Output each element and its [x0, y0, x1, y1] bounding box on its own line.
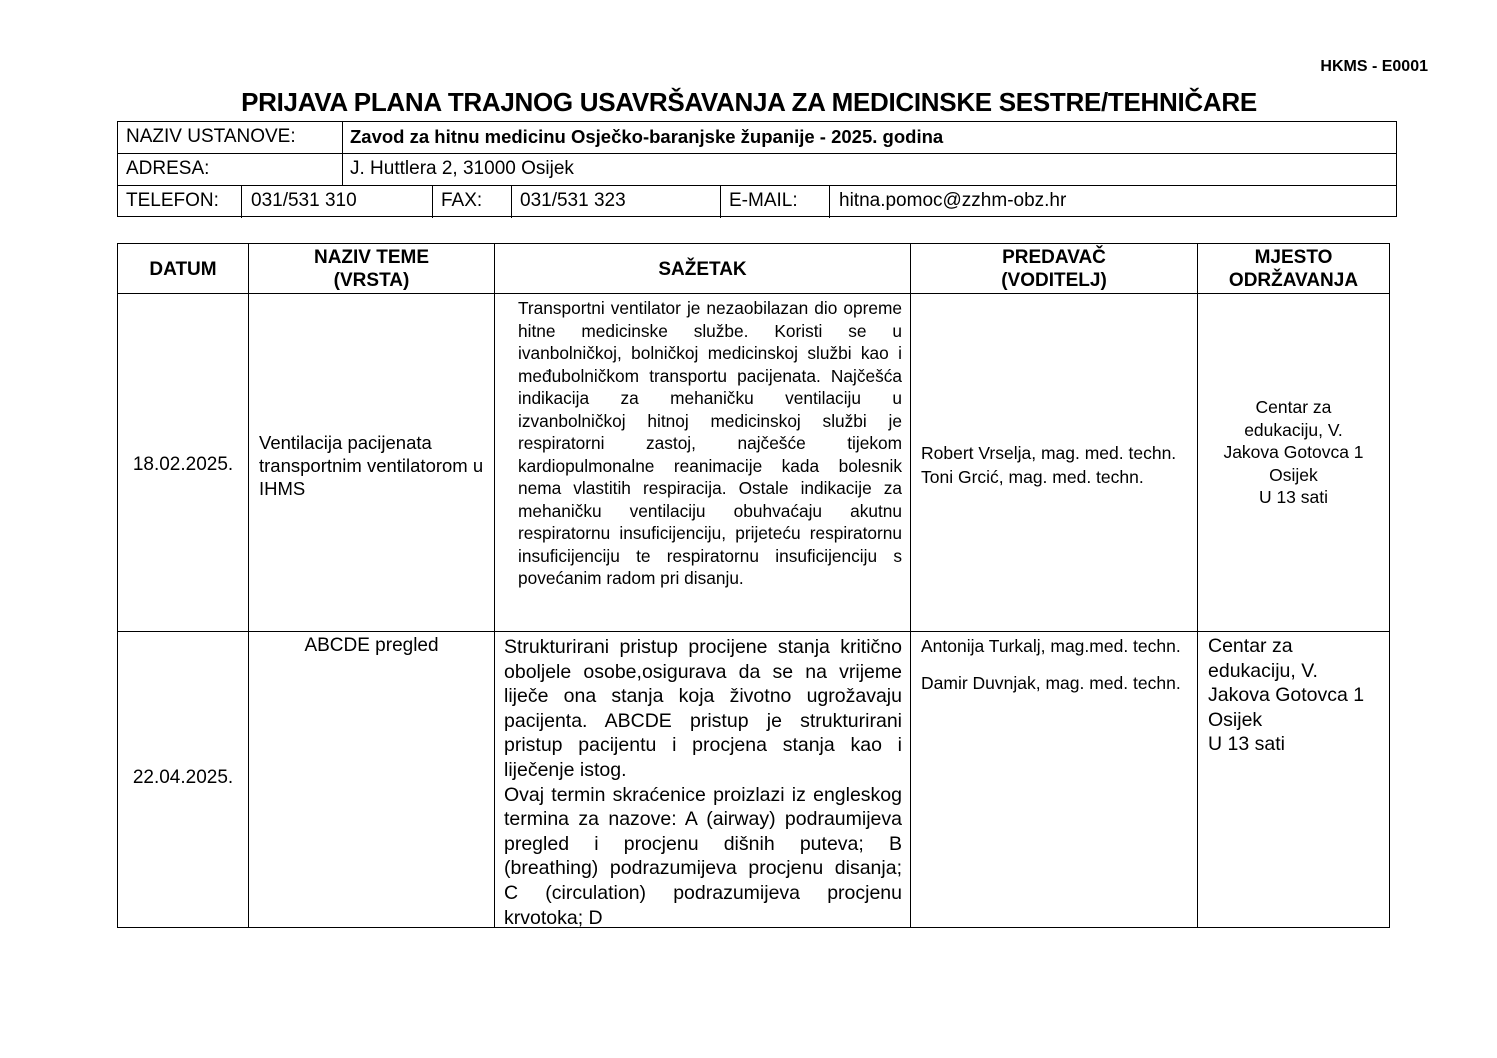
- email-value: hitna.pomoc@zzhm-obz.hr: [839, 190, 1067, 211]
- institution-contact-row: [118, 186, 1396, 218]
- education-plan-table: [117, 243, 1390, 928]
- table-row-1-summary: Transportni ventilator je nezaobilazan dio opreme hitne medicinske službe. Koristi se u ivanbolničkoj, bolničkoj medicinskoj službi kao i međubolničkom transportu pacijenata. Najčešća indikacija za mehaničku ventilaciju u izvanbolničkoj hitnoj medicinskoj službi je respiratorni zastoj, najčešće tijekom kardiopulmonalne reanimacije kada bolesnik nema vlastitih respiracija. Ostale indikacije za mehaničku ventilaciju obuhvaćaju akutnu respiratornu insuficijenciju, prijeteću respiratornu insuficijenciju te respiratornu insuficijenciju s povećanim radom pri disanju.: [518, 298, 902, 588]
- fax-value: 031/531 323: [520, 190, 626, 211]
- header-date: DATUM: [149, 258, 217, 280]
- row-2-lecturer-2: Damir Duvnjak, mag. med. techn.: [921, 673, 1181, 693]
- table-row-1-lecturers: [921, 294, 1191, 631]
- institution-name-label: NAZIV USTANOVE:: [126, 126, 296, 147]
- institution-name-value: Zavod za hitnu medicinu Osječko-baranjske županije - 2025. godina: [350, 126, 944, 147]
- table-row-2-summary: Strukturirani pristup procijene stanja kritično oboljele osobe,osigurava da se na vrijeme liječe ona stanja koja životno ugrožavaju pacijenta. ABCDE pristup je strukturirani pristup pacijentu i procjena stanja kao i liječenje istog. Ovaj termin skraćenice proizlazi iz engleskog termina za nazove: A (airway) podraumijeva pregled i procjenu dišnih puteva; B (breathing) podrazumijeva procjenu disanja; C (circulation) podrazumijeva procjenu krvotoka; D: [504, 636, 902, 927]
- header-summary: SAŽETAK: [658, 258, 747, 280]
- address-value: J. Huttlera 2, 31000 Osijek: [350, 158, 574, 179]
- institution-address-row: [118, 154, 1396, 186]
- phone-value: 031/531 310: [251, 190, 357, 211]
- table-row-2-date: 22.04.2025.: [132, 767, 234, 788]
- table-row-1-venue: Centar za edukaciju, V. Jakova Gotovca 1 Osijek U 13 sati: [1223, 397, 1364, 508]
- table-row-1-topic: Ventilacija pacijenata transportnim ventilatorom u IHMS: [259, 432, 484, 499]
- row-2-lecturer-1: Antonija Turkalj, mag.med. techn.: [921, 636, 1181, 656]
- header-venue: MJESTO ODRŽAVANJA: [1228, 247, 1359, 291]
- table-row-2-lecturers: [921, 635, 1188, 695]
- table-row-2-venue: Centar za edukaciju, V. Jakova Gotovca 1 Osijek U 13 sati: [1208, 635, 1365, 756]
- institution-name-row: [118, 122, 1396, 154]
- page-title: PRIJAVA PLANA TRAJNOG USAVRŠAVANJA ZA MEDICINSKE SESTRE/TEHNIČARE: [241, 87, 1257, 117]
- row-1-lecturer-1: Robert Vrselja, mag. med. techn.: [921, 442, 1177, 463]
- form-code: HKMS - E0001: [1320, 58, 1428, 75]
- address-label: ADRESA:: [126, 158, 210, 179]
- row-1-lecturer-2: Toni Grcić, mag. med. techn.: [921, 466, 1144, 487]
- institution-info-table: [117, 121, 1397, 217]
- header-topic: NAZIV TEME (VRSTA): [313, 247, 430, 291]
- header-lecturer: PREDAVAČ (VODITELJ): [1001, 247, 1107, 291]
- table-row-1-date: 18.02.2025.: [132, 453, 234, 475]
- phone-label: TELEFON:: [126, 190, 219, 211]
- fax-label: FAX:: [441, 190, 483, 211]
- email-label: E-MAIL:: [729, 190, 798, 211]
- table-row-2-topic: ABCDE pregled: [304, 635, 439, 656]
